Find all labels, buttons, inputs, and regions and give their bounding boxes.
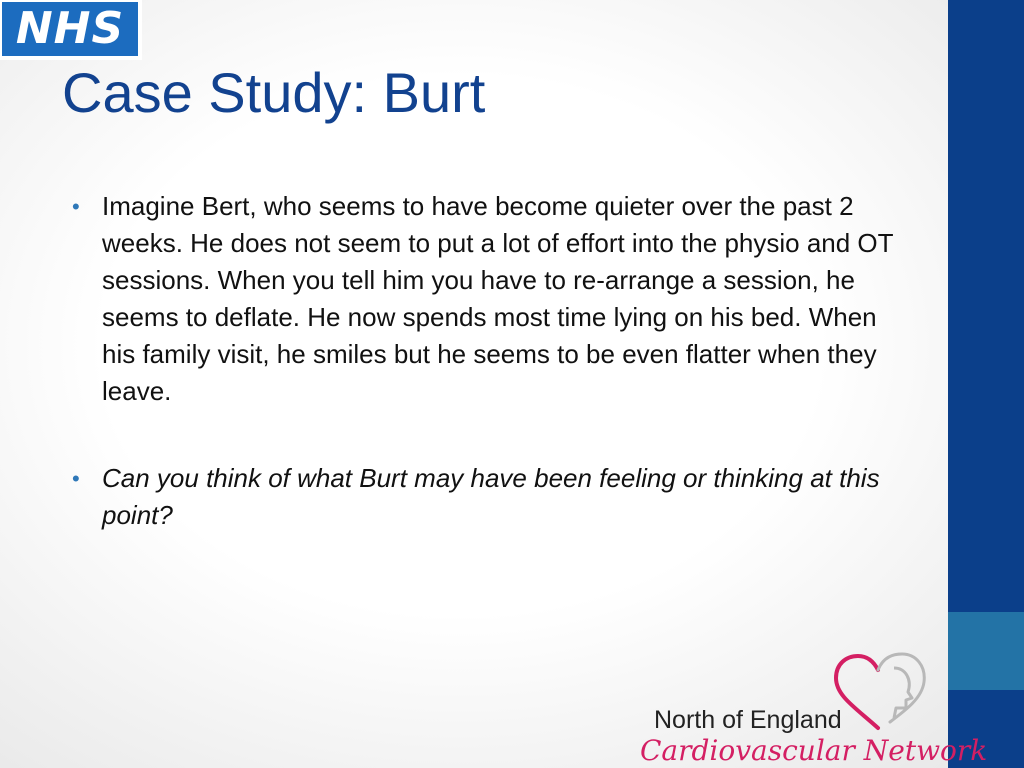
heart-head-icon <box>828 650 932 736</box>
right-accent-bar-top <box>948 0 1024 612</box>
nhs-logo-box <box>2 2 138 56</box>
network-logo-line2: Cardiovascular Network <box>640 734 988 767</box>
bullet-item <box>72 188 912 410</box>
bullet-text: Imagine Bert, who seems to have become quieter over the past 2 weeks. He does not seem to put a lot of effort into the physio and OT sessions. When you tell him you have to re-arrange a session, he seems to deflate. He now spends most time lying on his bed. When his family visit, he smiles but he seems to be even flatter when they leave. <box>102 191 894 406</box>
nhs-logo-text: NHS <box>15 3 125 54</box>
slide-title: Case Study: Burt <box>62 61 486 124</box>
bullet-item <box>72 460 912 534</box>
bullet-text: Can you think of what Burt may have been feeling or thinking at this point? <box>102 463 880 530</box>
right-accent-bar-middle <box>948 612 1024 690</box>
slide-content <box>72 188 912 534</box>
bullet-marker: • <box>72 194 80 219</box>
nhs-logo <box>0 0 142 60</box>
bullet-marker: • <box>72 466 80 491</box>
north-england-cardiovascular-network-logo <box>636 648 988 768</box>
network-logo-line1: North of England <box>654 706 842 734</box>
